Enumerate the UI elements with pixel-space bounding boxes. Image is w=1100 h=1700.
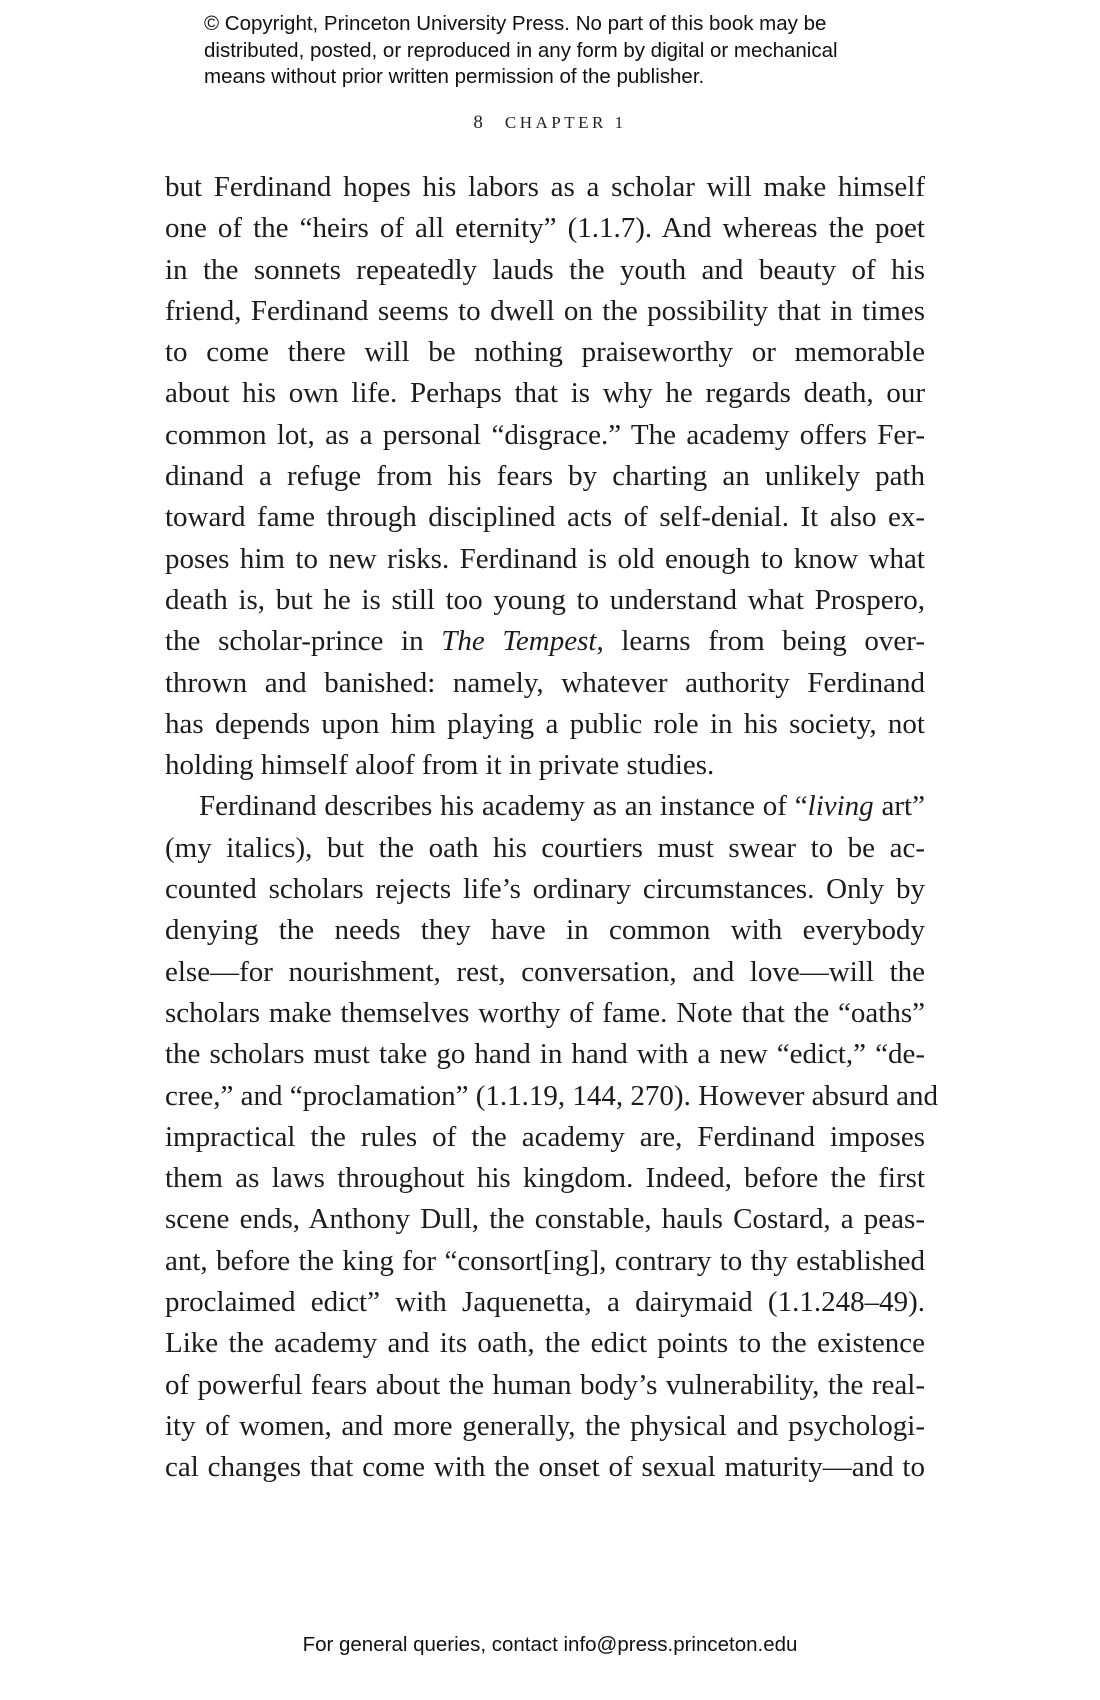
- footer-contact: For general queries, contact info@press.princeton.edu: [302, 1633, 798, 1656]
- text-line: cal changes that come with the onset of sexual maturity—and to: [165, 1451, 925, 1484]
- text-line: cree,” and “proclamation” (1.1.19, 144, 270). However absurd and: [165, 1079, 939, 1112]
- page-number: 8: [473, 112, 483, 133]
- text-line: Like the academy and its oath, the edict points to the existence: [165, 1327, 925, 1360]
- text-line: toward fame through disciplined acts of self-denial. It also ex-: [165, 501, 925, 534]
- text-line: scene ends, Anthony Dull, the constable, hauls Costard, a peas-: [165, 1203, 925, 1236]
- text-line: thrown and banished: namely, whatever authority Ferdinand: [165, 666, 925, 699]
- copyright-notice: [204, 11, 964, 91]
- text-line: denying the needs they have in common with everybody: [165, 914, 925, 947]
- copyright-line: distributed, posted, or reproduced in any form by digital or mechanical: [204, 38, 838, 62]
- text-line: ity of women, and more generally, the physical and psychologi-: [165, 1409, 925, 1442]
- copyright-line: © Copyright, Princeton University Press. No part of this book may be: [204, 12, 827, 35]
- text-line: else—for nourishment, rest, conversation, and love—will the: [165, 955, 925, 988]
- body-text: [165, 167, 939, 1489]
- text-line: about his own life. Perhaps that is why he regards death, our: [165, 377, 925, 410]
- text-line: the scholars must take go hand in hand with a new “edict,” “de-: [165, 1038, 925, 1071]
- chapter-label: CHAPTER 1: [504, 113, 627, 132]
- text-line: friend, Ferdinand seems to dwell on the possibility that in times: [165, 294, 925, 327]
- text-line: in the sonnets repeatedly lauds the youth and beauty of his: [165, 253, 925, 286]
- running-head: [0, 112, 1100, 134]
- text-line: Ferdinand describes his academy as an instance of “living art”: [199, 790, 925, 823]
- italic-text: living: [807, 790, 874, 823]
- text-line: death is, but he is still too young to understand what Prospero,: [165, 583, 925, 616]
- paragraph-1: [165, 167, 925, 786]
- text-line: to come there will be nothing praiseworthy or memorable: [165, 336, 925, 369]
- text-line: of powerful fears about the human body’s vulnerability, the real-: [165, 1368, 925, 1401]
- text-line: ant, before the king for “consort[ing], contrary to thy established: [165, 1244, 925, 1277]
- text-line: impractical the rules of the academy are, Ferdinand imposes: [165, 1120, 925, 1153]
- paragraph-2: [165, 786, 939, 1488]
- text-line: dinand a refuge from his fears by charting an unlikely path: [165, 460, 925, 493]
- text-line: but Ferdinand hopes his labors as a scholar will make himself: [165, 171, 925, 203]
- copyright-line: means without prior written permission of the publisher.: [204, 65, 705, 88]
- italic-text: The Tempest: [441, 625, 597, 658]
- text-line: counted scholars rejects life’s ordinary circumstances. Only by: [165, 873, 925, 906]
- text-line: proclaimed edict” with Jaquenetta, a dairymaid (1.1.248–49).: [165, 1286, 925, 1319]
- text-line: has depends upon him playing a public role in his society, not: [165, 707, 925, 740]
- text-line: poses him to new risks. Ferdinand is old enough to know what: [165, 542, 925, 575]
- text-line: (my italics), but the oath his courtiers must swear to be ac-: [165, 831, 925, 864]
- text-line: scholars make themselves worthy of fame. Note that the “oaths”: [165, 996, 925, 1029]
- text-line: the scholar-prince in The Tempest, learns from being over-: [165, 625, 926, 658]
- text-line: common lot, as a personal “disgrace.” The academy offers Fer-: [165, 418, 925, 451]
- text-line: one of the “heirs of all eternity” (1.1.7). And whereas the poet: [165, 212, 925, 245]
- text-line: holding himself aloof from it in private studies.: [165, 749, 715, 782]
- text-line: them as laws throughout his kingdom. Indeed, before the first: [165, 1162, 925, 1195]
